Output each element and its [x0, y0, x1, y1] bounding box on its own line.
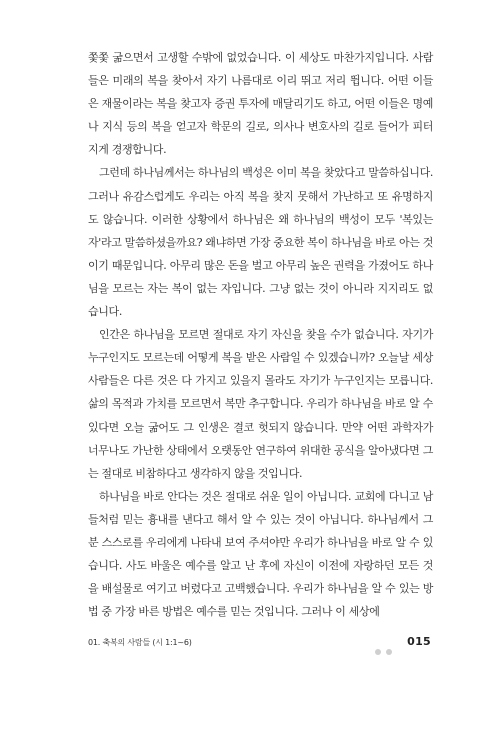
dot-icon	[386, 649, 392, 655]
running-footer-title: 01. 축복의 사람들 (시 1:1~6)	[88, 638, 192, 647]
page-footer	[88, 635, 433, 651]
body-text	[88, 46, 433, 623]
footer-dots-ornament	[375, 640, 397, 659]
paragraph-4: 하나님을 바로 안다는 것은 절대로 쉬운 일이 아닙니다. 교회에 다니고 남들처럼 믿는 흉내를 낸다고 해서 알 수 있는 것이 아닙니다. 하나님께서 그분 스스로를 우리에게 나타내 보여 주셔야만 우리가 하나님을 바로 알 수 있습니다. 사도 바울은 예수를 알고 난 후에 자신이 이전에 자랑하던 모든 것을 배설물로 여기고 버렸다고 고백했습니다. 우리가 하나님을 알 수 있는 방법 중 가장 바른 방법은 예수를 믿는 것입니다. 그러나 이 세상에	[88, 489, 433, 619]
page-number: 015	[407, 635, 431, 648]
paragraph-3: 인간은 하나님을 모르면 절대로 자기 자신을 찾을 수가 없습니다. 자기가 누구인지도 모르는데 어떻게 복을 받은 사람일 수 있겠습니까? 오늘날 세상 사람들은 다른 것은 다 가지고 있을지 몰라도 자기가 누구인지는 모릅니다. 삶의 목적과 가치를 모르면서 복만 추구합니다. 우리가 하나님을 바로 알 수 있다면 오늘 굶어도 그 인생은 결코 헛되지 않습니다. 만약 어떤 과학자가 너무나도 가난한 상태에서 오랫동안 연구하여 위대한 공식을 알아냈다면 그는 절대로 비참하다고 생각하지 않을 것입니다.	[88, 328, 433, 480]
paragraph-2: 그런데 하나님께서는 하나님의 백성은 이미 복을 찾았다고 말씀하십니다. 그러나 유감스럽게도 우리는 아직 복을 찾지 못해서 가난하고 또 유명하지도 않습니다. 이러한 상황에서 하나님은 왜 하나님의 백성이 모두 '복있는 자'라고 말씀하셨을까요? 왜냐하면 가장 중요한 복이 하나님을 바로 아는 것이기 때문입니다. 아무리 많은 돈을 벌고 아무리 높은 권력을 가졌어도 하나님을 모르는 자는 복이 없는 자입니다. 그냥 없는 것이 아니라 지지리도 없습니다.	[88, 166, 433, 319]
dot-icon	[375, 649, 381, 655]
paragraph-1: 쫓쫓 굶으면서 고생할 수밖에 없었습니다. 이 세상도 마찬가지입니다. 사람들은 미래의 복을 찾아서 자기 나름대로 이리 뛰고 저리 뜁니다. 어떤 이들은 재물이라는 복을 찾고자 증권 투자에 매달리기도 하고, 어떤 이들은 명예나 지식 등의 복을 얻고자 학문의 길로, 의사나 변호사의 길로 들어가 피터지게 경쟁합니다.	[88, 51, 433, 157]
